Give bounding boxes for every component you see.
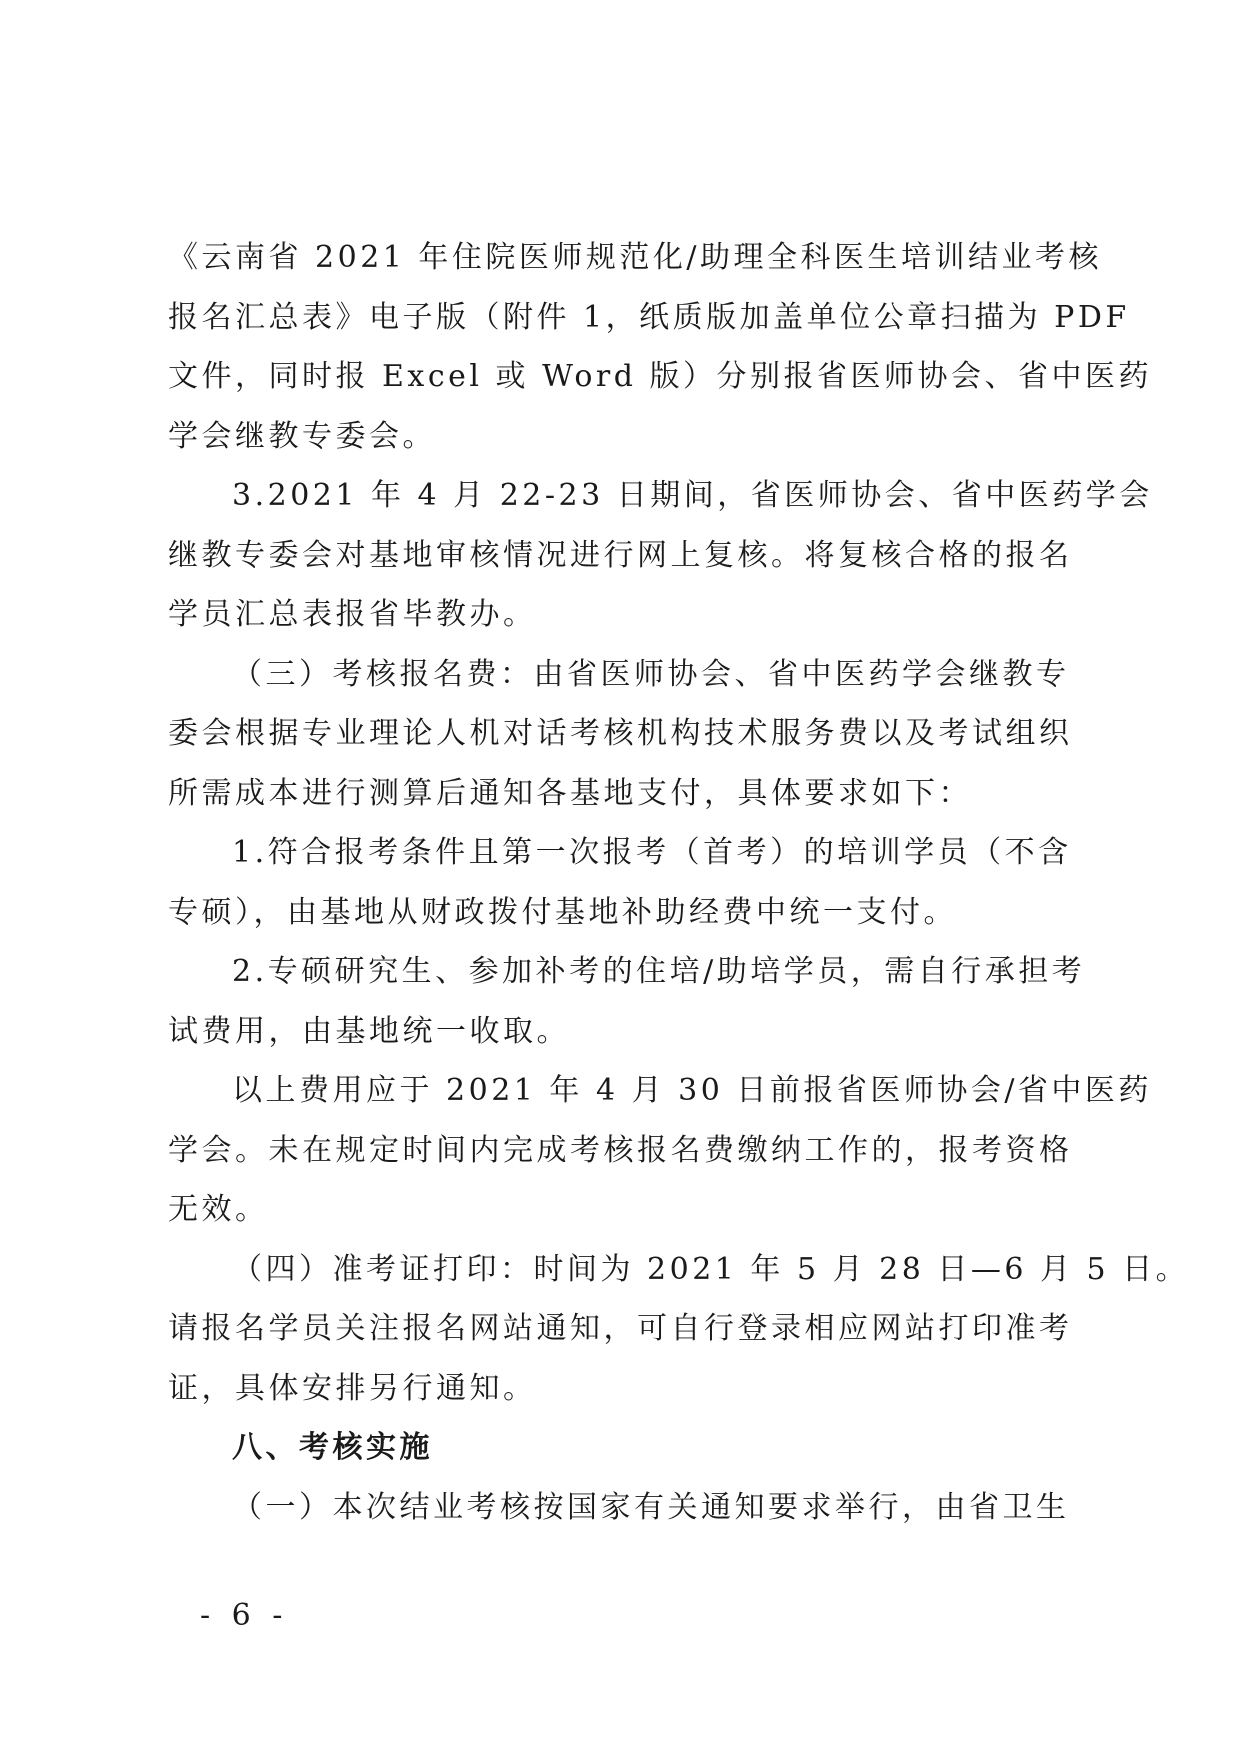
paragraph-line: 报名汇总表》电子版（附件 1，纸质版加盖单位公章扫描为 PDF — [168, 299, 1130, 335]
paragraph-line: 委会根据专业理论人机对话考核机构技术服务费以及考试组织 — [168, 716, 1073, 751]
paragraph-line: 继教专委会对基地审核情况进行网上复核。将复核合格的报名 — [168, 537, 1073, 573]
paragraph-line: 所需成本进行测算后通知各基地支付，具体要求如下： — [168, 775, 972, 811]
paragraph-line: 以上费用应于 2021 年 4 月 30 日前报省医师协会/省中医药 — [232, 1073, 1152, 1108]
page-number: - 6 - — [200, 1598, 289, 1633]
paragraph-line: 专硕），由基地从财政拨付基地补助经费中统一支付。 — [168, 894, 957, 930]
section-heading: 八、考核实施 — [232, 1430, 433, 1465]
paragraph-line: 1.符合报考条件且第一次报考（首考）的培训学员（不含 — [232, 835, 1072, 870]
paragraph-line: 3.2021 年 4 月 22-23 日期间，省医师协会、省中医药学会 — [232, 478, 1153, 513]
paragraph-line: 学会继教专委会。 — [168, 418, 436, 454]
paragraph-line: 证，具体安排另行通知。 — [168, 1370, 537, 1406]
paragraph-line: （三）考核报名费：由省医师协会、省中医药学会继教专 — [232, 656, 1070, 692]
paragraph-line: （一）本次结业考核按国家有关通知要求举行，由省卫生 — [232, 1489, 1070, 1525]
paragraph-line: 《云南省 2021 年住院医师规范化/助理全科医生培训结业考核 — [168, 240, 1103, 275]
paragraph-line: 学员汇总表报省毕教办。 — [168, 597, 537, 632]
paragraph-line: 请报名学员关注报名网站通知，可自行登录相应网站打印准考 — [168, 1311, 1073, 1346]
paragraph-line: （四）准考证打印：时间为 2021 年 5 月 28 日—6 月 5 日。 — [232, 1251, 1190, 1287]
paragraph-line: 无效。 — [168, 1192, 269, 1227]
document-body — [168, 228, 1190, 1537]
paragraph-line: 学会。未在规定时间内完成考核报名费缴纳工作的，报考资格 — [168, 1132, 1073, 1168]
paragraph-line: 试费用，由基地统一收取。 — [168, 1013, 570, 1049]
paragraph-line: 2.专硕研究生、参加补考的住培/助培学员，需自行承担考 — [232, 954, 1086, 989]
paragraph-line: 文件，同时报 Excel 或 Word 版）分别报省医师协会、省中医药 — [168, 359, 1153, 394]
